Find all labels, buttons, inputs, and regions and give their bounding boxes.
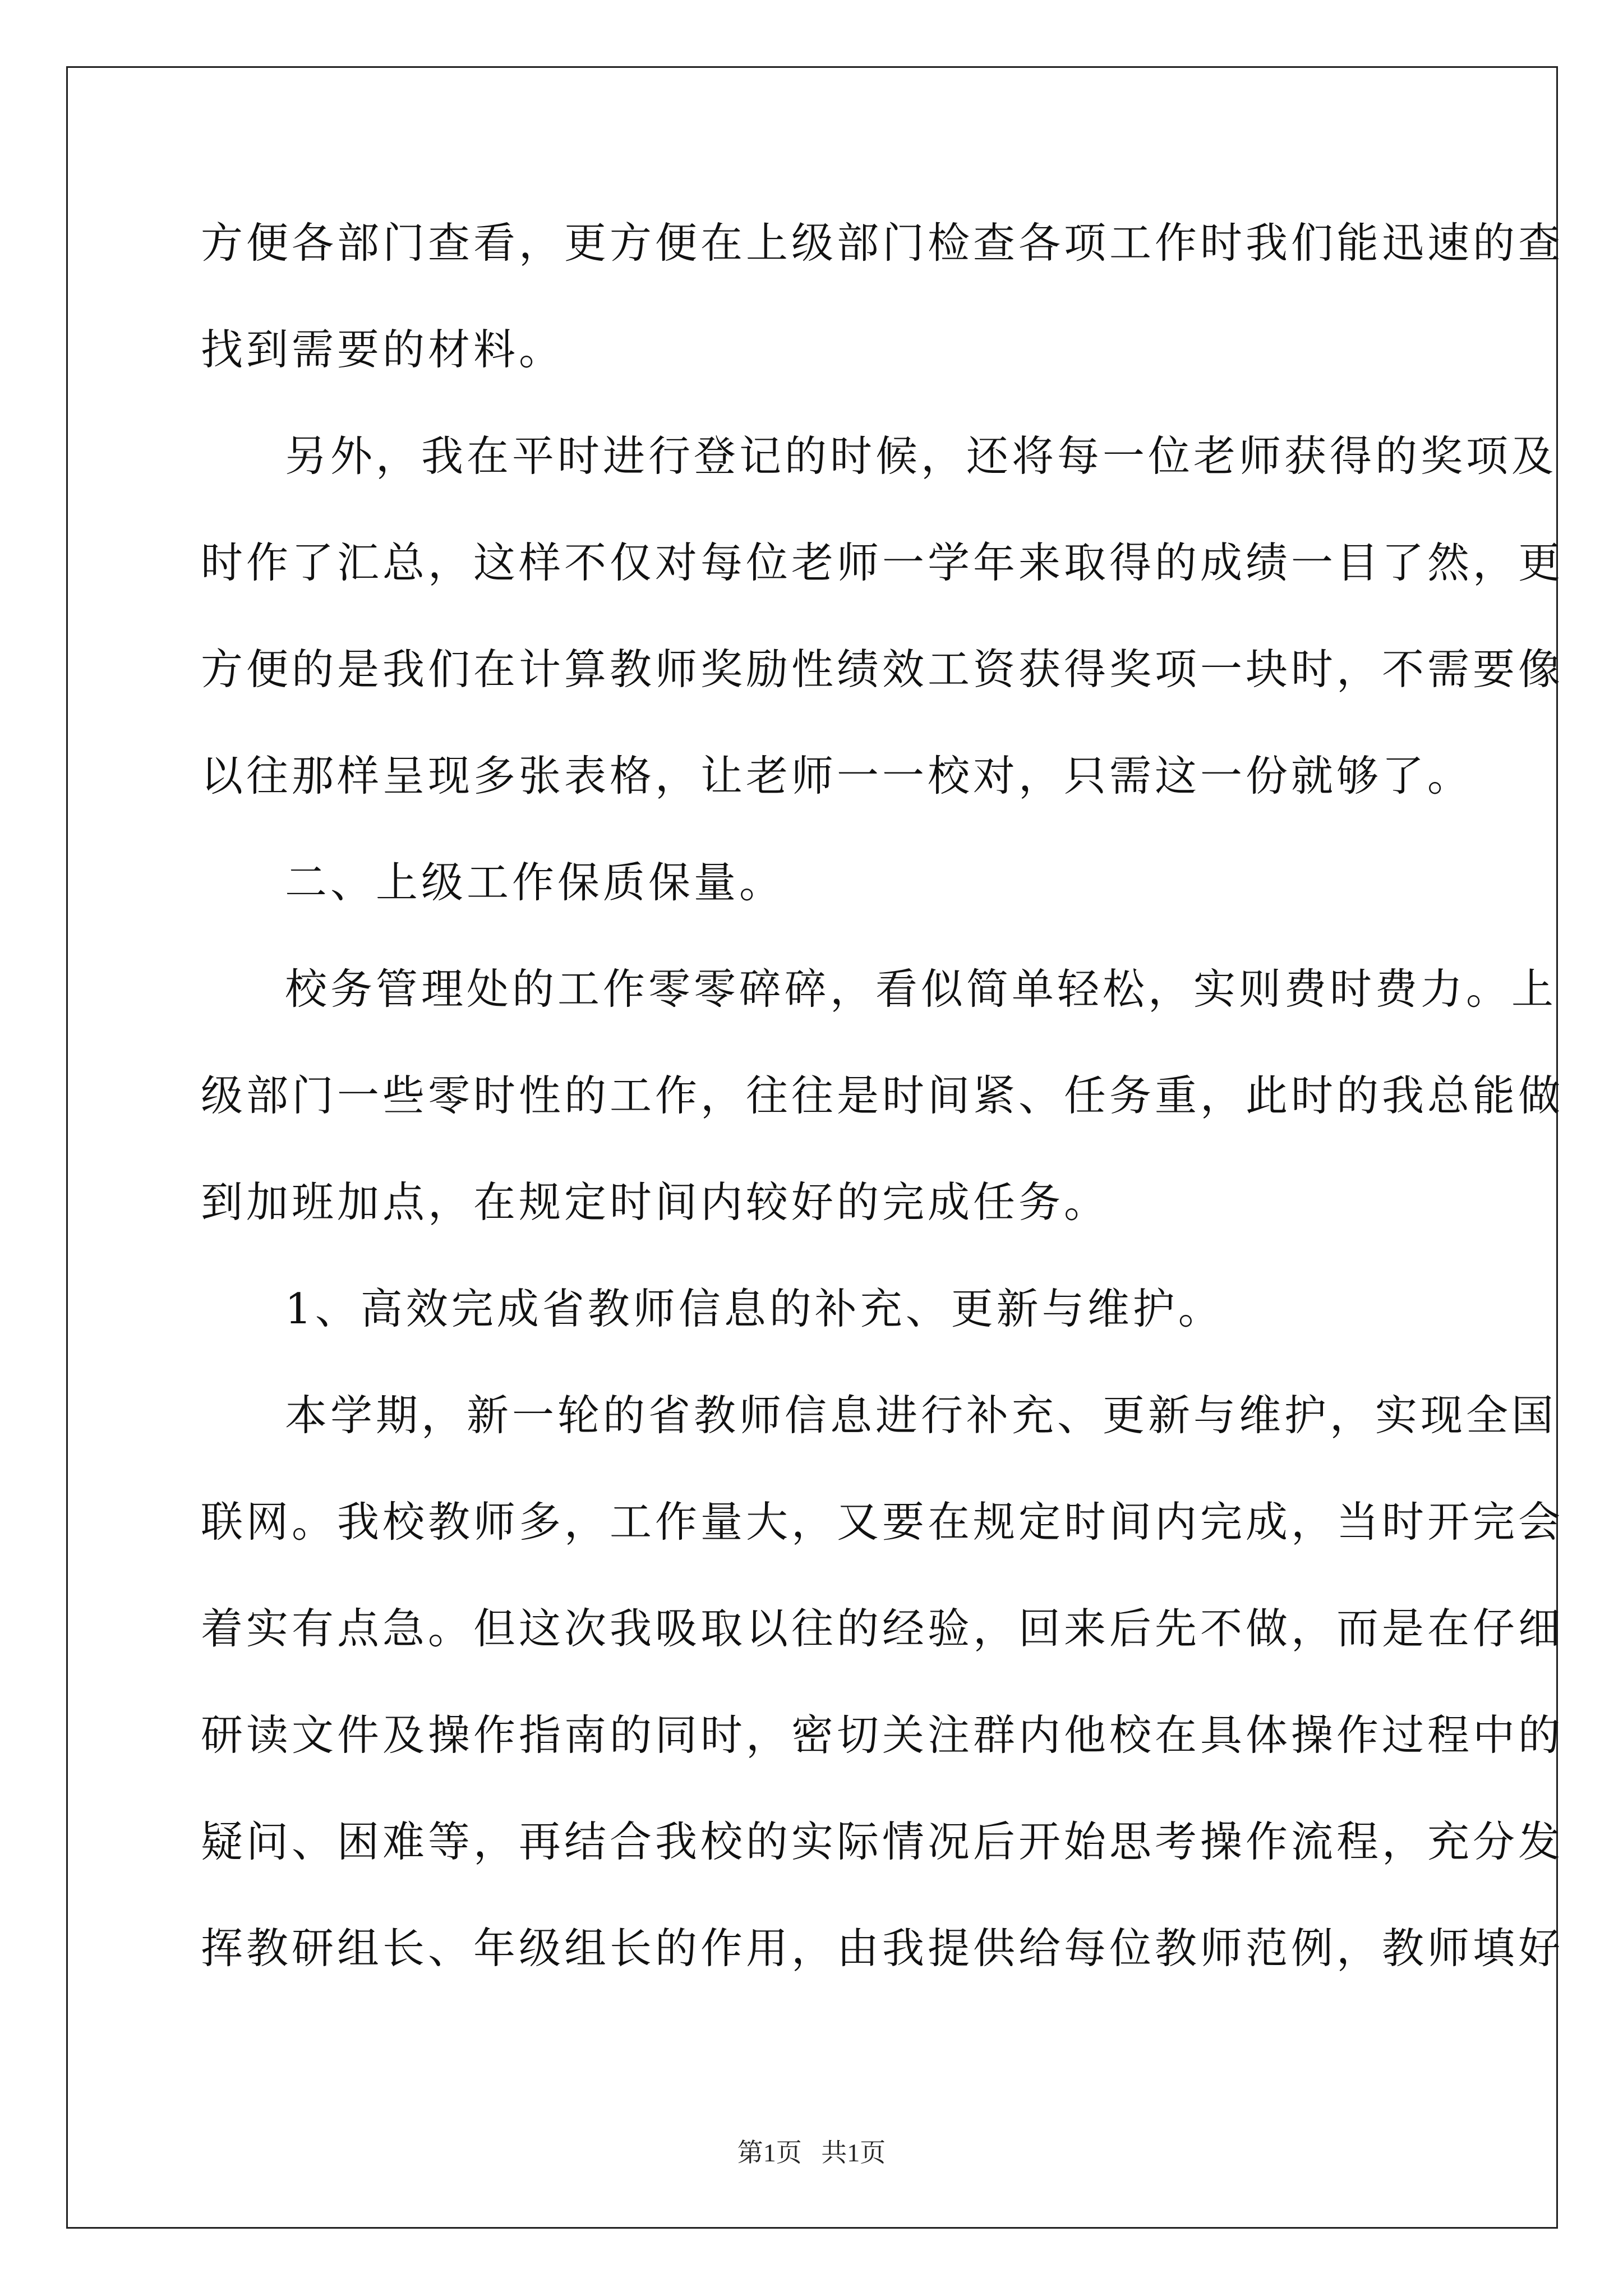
paragraph-start: 校务管理处的工作零零碎碎，看似简单轻松，实则费时费力。上: [285, 964, 1557, 1014]
text-line: 方便的是我们在计算教师奖励性绩效工资获得奖项一块时，不需要像: [201, 645, 1564, 694]
text-line: 时作了汇总，这样不仅对每位老师一学年来取得的成绩一目了然，更: [201, 538, 1564, 587]
text-line: 以往那样呈现多张表格，让老师一一校对，只需这一份就够了。: [201, 751, 1473, 800]
text-line: 方便各部门查看，更方便在上级部门检查各项工作时我们能迅速的查: [201, 218, 1564, 268]
paragraph-start: 本学期，新一轮的省教师信息进行补充、更新与维护，实现全国: [285, 1391, 1557, 1440]
text-line: 着实有点急。但这次我吸取以往的经验，回来后先不做，而是在仔细: [201, 1604, 1564, 1653]
text-line: 到加班加点，在规定时间内较好的完成任务。: [201, 1177, 1110, 1227]
subsection-heading: 1、高效完成省教师信息的补充、更新与维护。: [285, 1284, 1224, 1333]
page-number-footer: 第1页 共1页: [737, 2138, 886, 2167]
text-line: 找到需要的材料。: [201, 325, 565, 374]
text-line: 联网。我校教师多，工作量大，又要在规定时间内完成，当时开完会: [201, 1497, 1564, 1547]
paragraph-start: 另外，我在平时进行登记的时候，还将每一位老师获得的奖项及: [285, 431, 1557, 481]
section-heading: 二、上级工作保质保量。: [285, 858, 785, 907]
text-line: 级部门一些零时性的工作，往往是时间紧、任务重，此时的我总能做: [201, 1071, 1564, 1120]
page-border: [66, 66, 1558, 2229]
text-line: 挥教研组长、年级组长的作用，由我提供给每位教师范例，教师填好: [201, 1924, 1564, 1973]
text-line: 研读文件及操作指南的同时，密切关注群内他校在具体操作过程中的: [201, 1710, 1564, 1760]
text-line: 疑问、困难等，再结合我校的实际情况后开始思考操作流程，充分发: [201, 1817, 1564, 1866]
